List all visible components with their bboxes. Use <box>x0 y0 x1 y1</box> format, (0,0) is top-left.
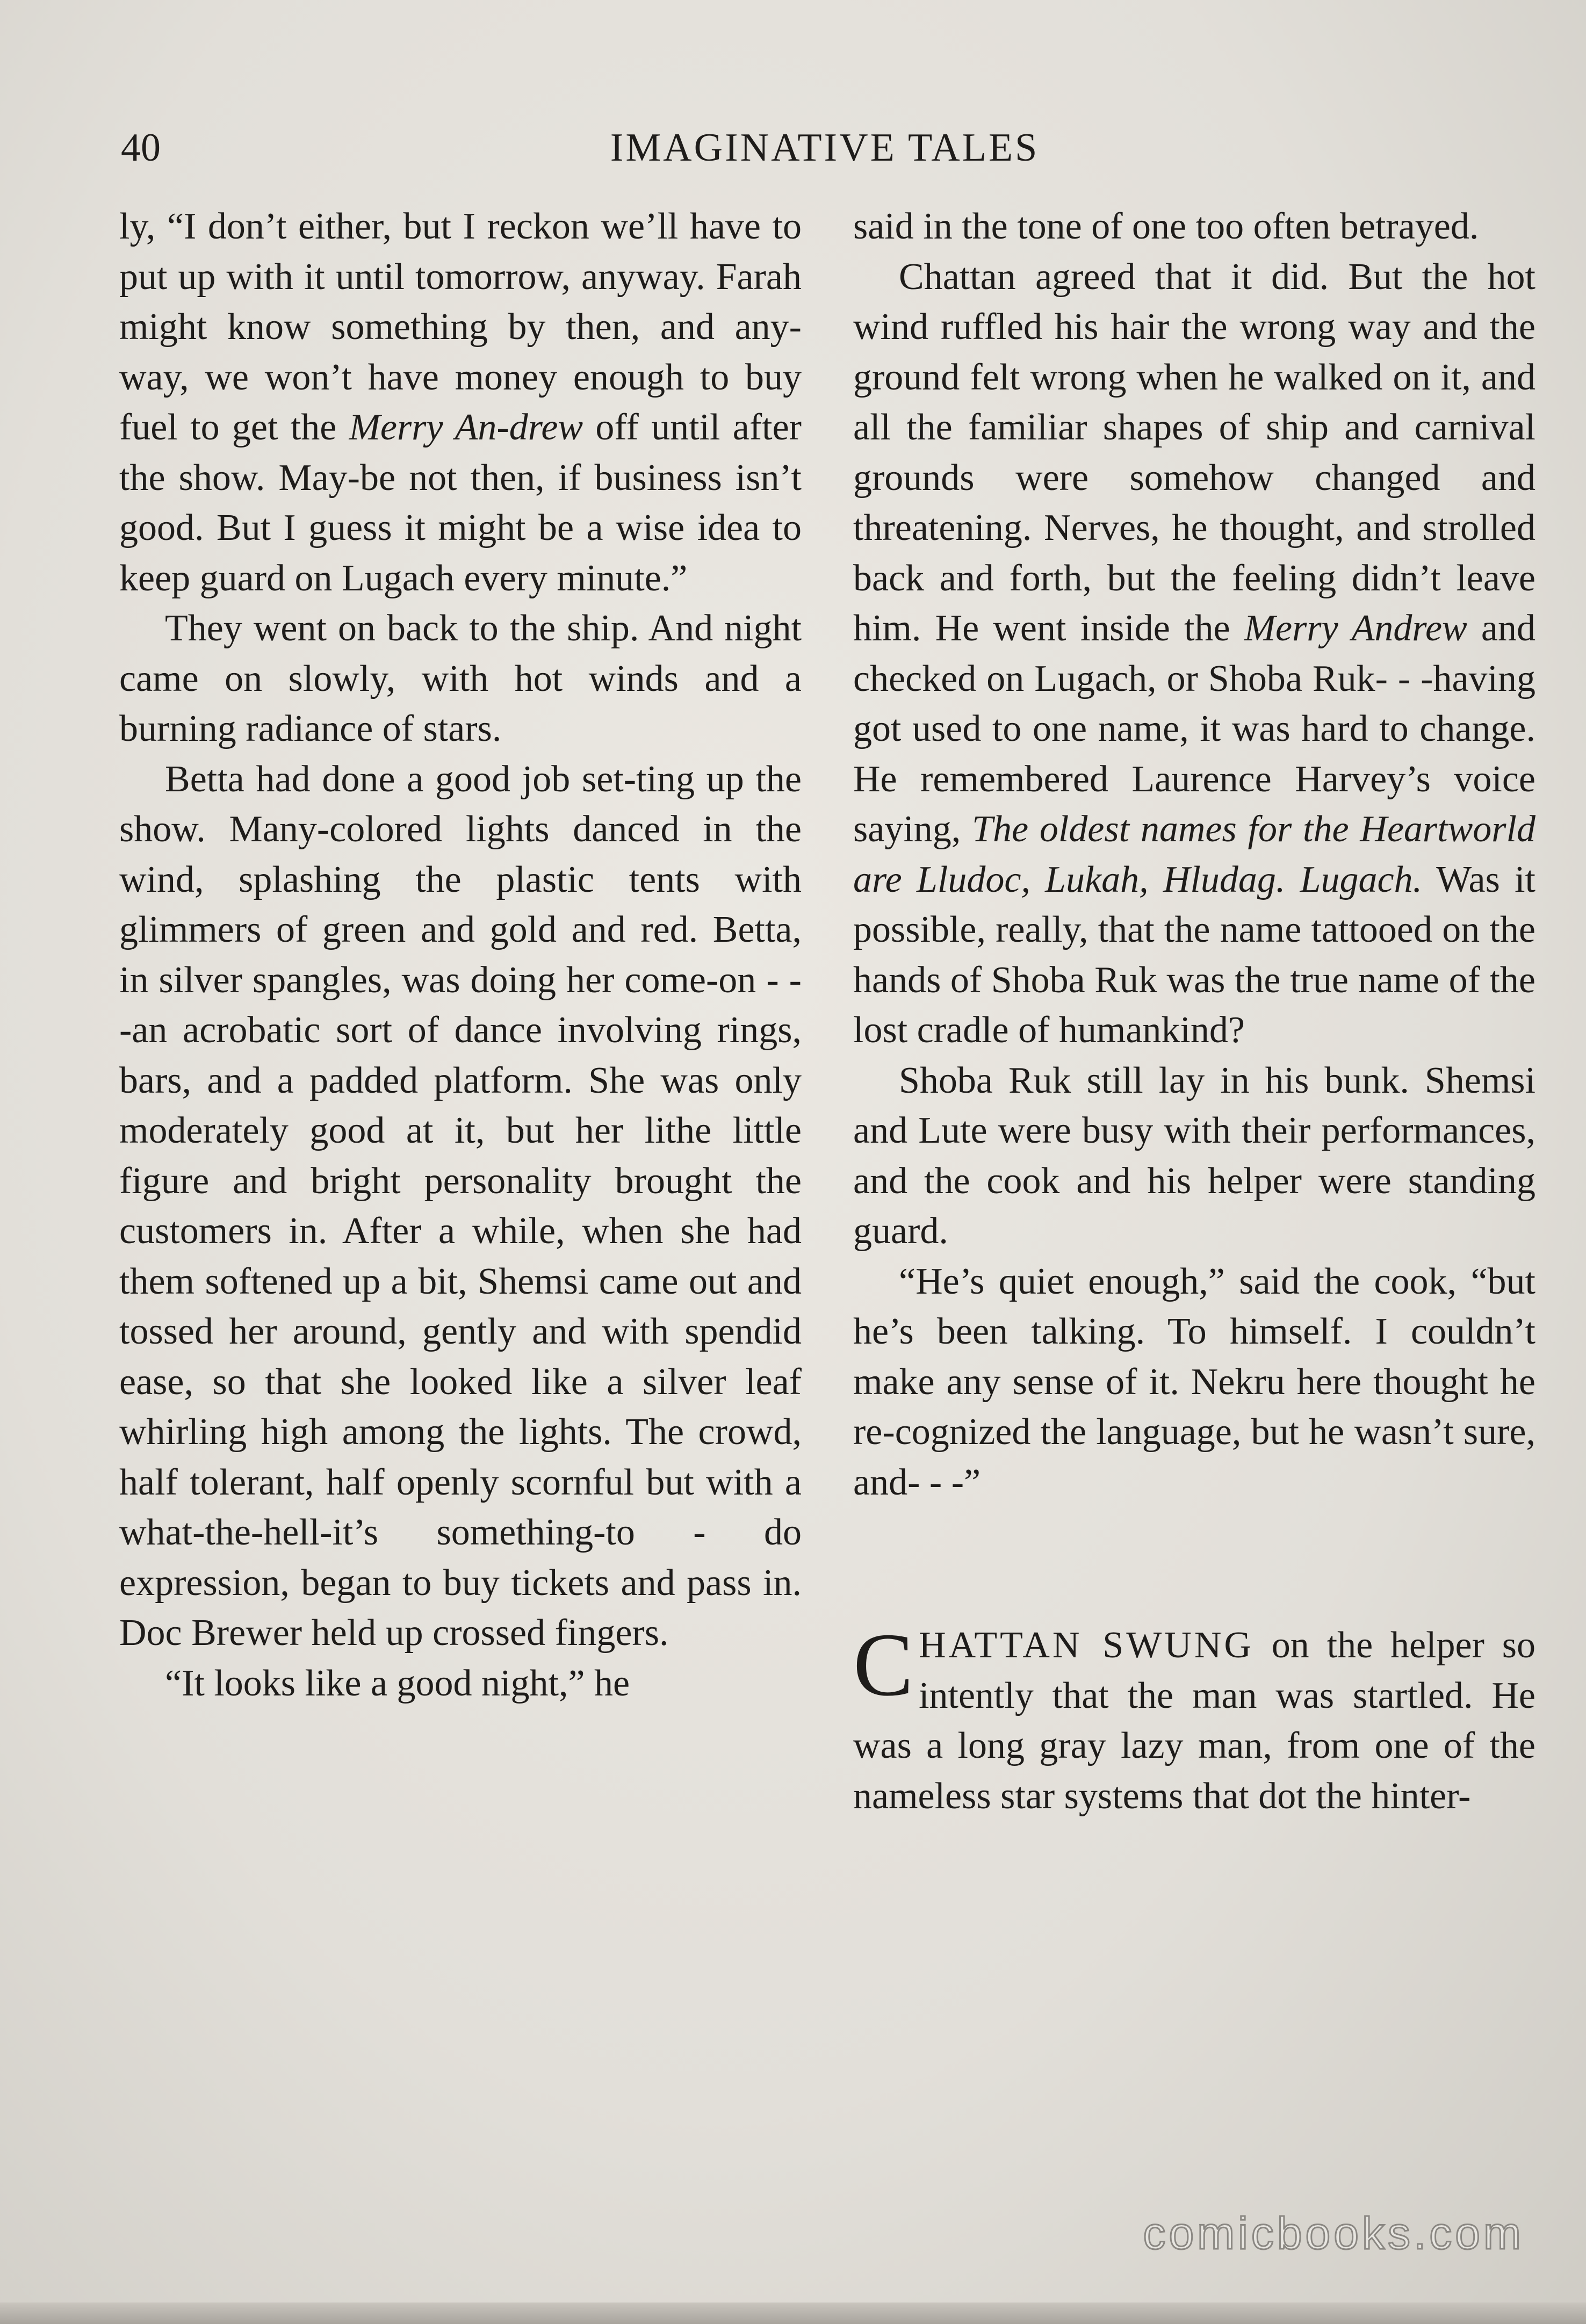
text-run: off until after the show. May-be not then, if business isn’t good. But I guess it might be a wise idea to keep guard on Lugach every minute.” <box>119 407 802 599</box>
section-break <box>853 1507 1535 1620</box>
page-header <box>121 121 1529 175</box>
text-run: ly, “I don’t either, but I reckon we’ll have to put up with it until tomorrow, anyway. Farah might know something by then, and any-way, we won’t have money enough to buy fuel to get the <box>119 206 802 448</box>
watermark: comicbooks.com <box>1143 2208 1524 2258</box>
page-bottom-edge <box>0 2303 1586 2324</box>
right-column <box>853 201 1535 1821</box>
small-caps-lead: HATTAN SWUNG <box>919 1625 1254 1666</box>
page-number: 40 <box>121 126 161 170</box>
paragraph: Betta had done a good job set-ting up the show. Many-colored lights danced in the wind, splashing the plastic tents with glimmers of green and gold and red. Betta, in silver spangles, was doing her come-on - - -an acrobatic sort of dance involving rings, bars, and a padded platform. She was only moderately good at it, but her lithe little figure and bright personality brought the customers in. After a while, when she had them softened up a bit, Shemsi came out and tossed her around, gently and with spendid ease, so that she looked like a silver leaf whirling high among the lights. The crowd, half tolerant, half openly scornful but with a what-the-hell-it’s something-to - do expression, began to buy tickets and pass in. Doc Brewer held up crossed fingers. <box>119 758 802 1654</box>
drop-cap: C <box>853 1615 914 1715</box>
italic-text: Merry An-drew <box>349 407 583 448</box>
paragraph: They went on back to the ship. And night came on slowly, with hot winds and a burning radiance of stars. <box>119 608 802 749</box>
paragraph: “It looks like a good night,” he <box>165 1662 630 1704</box>
italic-text: The oldest names for the Heartworld are Lludoc, Lukah, Hludag. Lugach. <box>853 809 1535 900</box>
paragraph <box>853 252 1535 1056</box>
text-run: on the helper so intently that the man was startled. He was a long gray lazy man, from one of the nameless star systems that dot the hinter- <box>853 1625 1536 1817</box>
paragraph <box>853 1615 1536 1821</box>
paragraph: “He’s quiet enough,” said the cook, “but he’s been talking. To himself. I couldn’t make any sense of it. Nekru here thought he re-cognized the language, but he wasn’t sure, and- - -” <box>853 1260 1535 1503</box>
text-run: Chattan agreed that it did. But the hot wind ruffled his hair the wrong way and the ground felt wrong when he walked on it, and all the familiar shapes of ship and carnival grounds were somehow changed and threatening. Nerves, he thought, and strolled back and forth, but the feeling didn’t leave him. He went inside the <box>853 256 1535 649</box>
paragraph: said in the tone of one too often betrayed. <box>853 206 1479 247</box>
italic-text: Merry Andrew <box>1244 608 1467 649</box>
text-run: Was it possible, really, that the name tattooed on the hands of Shoba Ruk was the true name of the lost cradle of humankind? <box>853 858 1535 1051</box>
text-run: and checked on Lugach, or Shoba Ruk- - -having got used to one name, it was hard to change. He remembered Laurence Harvey’s voice saying, <box>853 608 1536 850</box>
left-column <box>119 201 802 1708</box>
running-title: IMAGINATIVE TALES <box>610 126 1040 170</box>
paragraph: Shoba Ruk still lay in his bunk. Shemsi and Lute were busy with their performances, and the cook and his helper were standing guard. <box>853 1059 1535 1252</box>
paragraph <box>119 201 802 603</box>
